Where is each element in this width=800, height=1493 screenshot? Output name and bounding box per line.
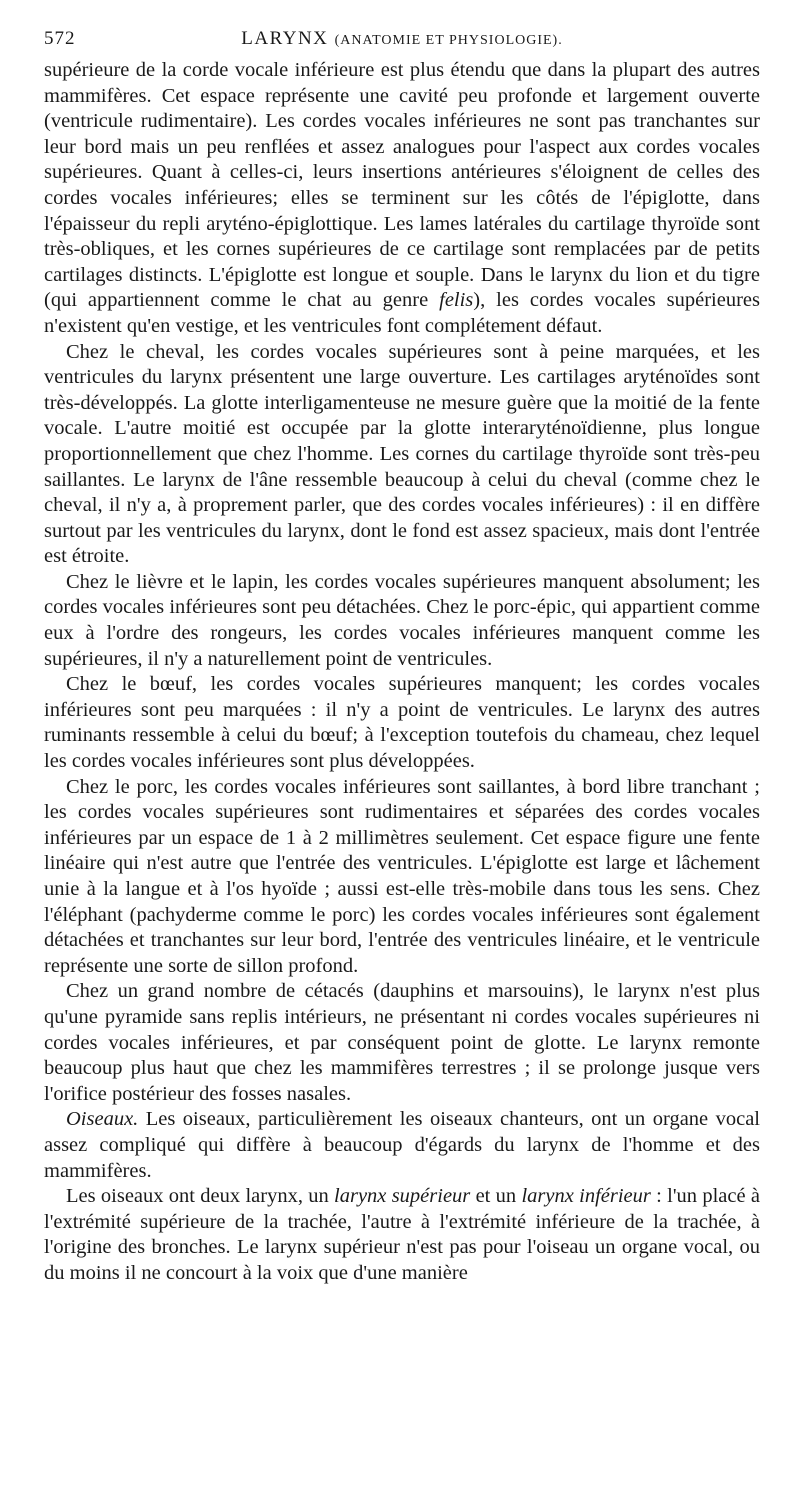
running-header [44, 26, 760, 56]
running-title-subtitle: (ANATOMIE ET PHYSIOLOGIE). [334, 33, 563, 48]
paragraph-cheval: Chez le cheval, les cordes vocales supérieures sont à peine marquées, et les ventricules du larynx présentent une large ouverture. Les cartilages aryténoïdes sont très-développés. La glotte interligamenteuse ne mesure guère que la moitié de la fente vocale. L'autre moitié est occupée par la glotte interaryténoïdienne, plus longue proportionnellement que chez l'homme. Les cornes du cartilage thyroïde sont très-peu saillantes. Le larynx de l'âne ressemble beaucoup à celui du cheval (comme chez le cheval, il n'y a, à proprement parler, que des cordes vocales inférieures) : il en diffère surtout par les ventricules du larynx, dont le fond est assez spacieux, mais dont l'entrée est étroite. [44, 340, 760, 568]
page-number: 572 [44, 28, 76, 49]
paragraph-1: supérieure de la corde vocale inférieure est plus étendu que dans la plupart des autres mammifères. Cet espace représente une cavité peu profonde et largement ouverte (ventricule rudimentaire). Les cordes vocales inférieures ne sont pas tranchantes sur leur bord mais un peu renflées et assez analogues pour l'aspect aux cordes vocales supérieures. Quant à celles-ci, leurs insertions antérieures s'éloignent de celles des cordes vocales inférieures; elles se terminent sur les côtés de l'épiglotte, dans l'épaisseur du repli aryténo-épiglottique. Les lames latérales du cartilage thyroïde sont très-obliques, et les cornes supérieures de ce cartilage sont remplacées par de petits cartilages distincts. L'épiglotte est longue et souple. Dans le larynx du lion et du tigre (qui appartiennent comme le chat au genre felis), les cordes vocales supérieures n'existent qu'en vestige, et les ventricules font complétement défaut. [44, 59, 760, 337]
paragraph-cetaces: Chez un grand nombre de cétacés (dauphins et marsouins), le larynx n'est plus qu'une pyramide sans replis intérieurs, ne présentant ni cordes vocales supérieures ni cordes vocales inférieures, et par conséquent point de glotte. Le larynx remonte beaucoup plus haut que chez les mammifères terrestres ; il se prolonge jusque vers l'orifice postérieur des fosses nasales. [44, 980, 760, 1105]
section-heading-oiseaux: Oiseaux. [66, 1108, 139, 1131]
genus-felis: felis [439, 289, 474, 312]
paragraph-lievre: Chez le lièvre et le lapin, les cordes vocales supérieures manquent absolument; les cordes vocales inférieures sont peu détachées. Chez le porc-épic, qui appartient comme eux à l'ordre des rongeurs, les cordes vocales inférieures manquent comme les supérieures, il n'y a naturellement point de ventricules. [44, 570, 760, 670]
running-title-main: LARYNX [241, 28, 329, 49]
running-title [44, 26, 760, 54]
paragraph-deux-larynx: Les oiseaux ont deux larynx, un larynx supérieur et un larynx inférieur : l'un placé à l'extrémité supérieure de la trachée, l'autre à l'extrémité inférieure de la trachée, à l'origine des bronches. Le larynx supérieur n'est pas pour l'oiseau un organe vocal, ou du moins il ne concourt à la voix que d'une manière [44, 1185, 760, 1284]
paragraph-boeuf: Chez le bœuf, les cordes vocales supérieures manquent; les cordes vocales inférieures sont peu marquées : il n'y a point de ventricules. Le larynx des autres ruminants ressemble à celui du bœuf; à l'exception toutefois du chameau, chez lequel les cordes vocales inférieures sont plus développées. [44, 673, 760, 773]
term-larynx-inferieur: larynx inférieur [521, 1185, 651, 1208]
term-larynx-superieur: larynx supérieur [334, 1185, 471, 1208]
paragraph-porc: Chez le porc, les cordes vocales inférieures sont saillantes, à bord libre tranchant ; les cordes vocales supérieures sont rudimentaires et séparées des cordes vocales inférieures par un espace de 1 à 2 millimètres seulement. Cet espace figure une fente linéaire qui n'est autre que l'entrée des ventricules. L'épiglotte est large et lâchement unie à la langue et à l'os hyoïde ; aussi est-elle très-mobile dans tous les sens. Chez l'éléphant (pachyderme comme le porc) les cordes vocales inférieures sont également détachées et tranchantes sur leur bord, l'entrée des ventricules linéaire, et le ventricule représente une sorte de sillon profond. [44, 775, 760, 977]
document-page [44, 26, 760, 1287]
paragraph-oiseaux: Oiseaux. Les oiseaux, particulièrement les oiseaux chanteurs, ont un organe vocal assez compliqué qui diffère à beaucoup d'égards du larynx de l'homme et des mammifères. [44, 1108, 760, 1182]
